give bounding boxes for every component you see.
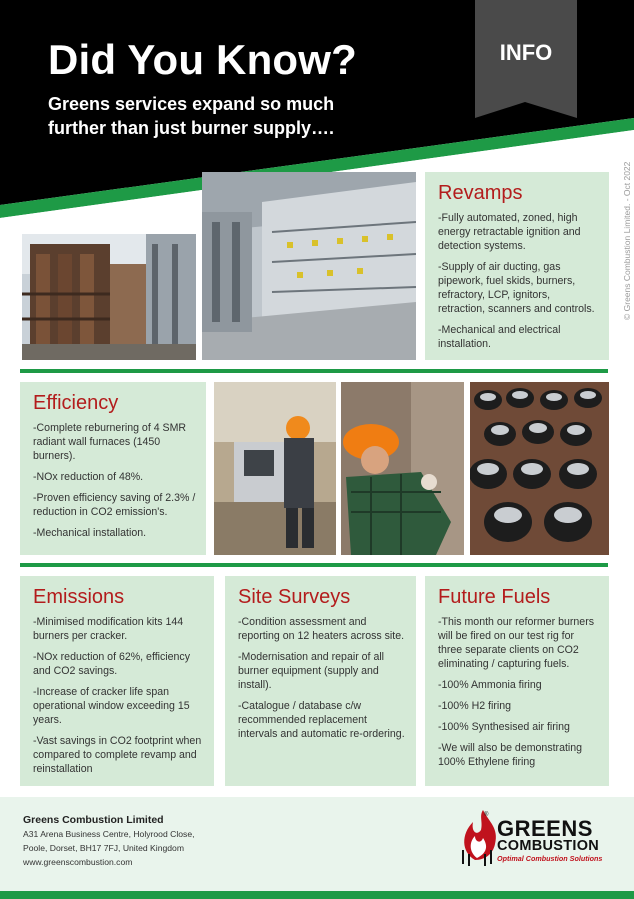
address-line: Poole, Dorset, BH17 7FJ, United Kingdom bbox=[23, 843, 184, 853]
efficiency-item: -Proven efficiency saving of 2.3% / reduction in CO2 emission's. bbox=[33, 492, 196, 518]
logo-tagline: Optimal Combustion Solutions bbox=[497, 854, 603, 863]
future-fuels-item: -100% Synthesised air firing bbox=[438, 721, 570, 733]
emissions-item: -Vast savings in CO2 footprint when compared to complete revamp and reinstallation bbox=[33, 735, 202, 775]
emissions-item: -Minimised modification kits 144 burners per cracker. bbox=[33, 616, 184, 642]
emissions-item: -Increase of cracker life span operational window exceeding 15 years. bbox=[33, 686, 190, 726]
efficiency-heading: Efficiency bbox=[33, 392, 119, 414]
info-tab-label: INFO bbox=[499, 40, 553, 65]
page-title: Did You Know? bbox=[48, 36, 358, 83]
emissions-card bbox=[20, 576, 214, 786]
site-surveys-card bbox=[225, 576, 416, 786]
future-fuels-item: -100% H2 firing bbox=[438, 700, 512, 712]
site-surveys-item: -Condition assessment and reporting on 12 heaters across site. bbox=[238, 616, 405, 642]
revamps-item: -Mechanical and electrical installation. bbox=[438, 324, 561, 350]
efficiency-card bbox=[20, 382, 206, 555]
address-line: A31 Arena Business Centre, Holyrood Close, bbox=[23, 829, 195, 839]
site-surveys-heading: Site Surveys bbox=[238, 586, 351, 608]
burner-tips-photo bbox=[470, 382, 609, 555]
company-name: Greens Combustion Limited bbox=[23, 814, 164, 826]
emissions-heading: Emissions bbox=[33, 586, 125, 608]
copyright-notice: © Greens Combustion Limited. - Oct 2022 bbox=[622, 161, 632, 320]
future-fuels-heading: Future Fuels bbox=[438, 586, 551, 608]
technician-equipment-photo bbox=[214, 382, 336, 555]
logo-wordmark-combustion: COMBUSTION bbox=[497, 838, 600, 854]
efficiency-item: -Mechanical installation. bbox=[33, 527, 147, 539]
page-subtitle: Greens services expand so much further than just burner supply…. bbox=[48, 94, 335, 138]
technician-working-photo bbox=[341, 382, 464, 555]
section-divider bbox=[20, 369, 608, 373]
future-fuels-item: -This month our reformer burners will be fired on our test rig for three separate clients on CO2 eliminating / capturing fuels. bbox=[438, 616, 595, 670]
future-fuels-item: -100% Ammonia firing bbox=[438, 679, 542, 691]
revamps-item: -Fully automated, zoned, high energy retractable ignition and detection systems. bbox=[438, 212, 581, 252]
emissions-item: -NOx reduction of 62%, efficiency and CO2 savings. bbox=[33, 651, 191, 677]
site-surveys-item: -Catalogue / database c/w recommended replacement intervals and automatic re-ordering. bbox=[238, 700, 405, 740]
registered-mark: ® bbox=[484, 812, 489, 818]
website-link[interactable]: www.greenscombustion.com bbox=[23, 857, 133, 867]
burner-gallery-photo bbox=[202, 172, 416, 360]
furnace-structure-photo bbox=[22, 234, 196, 360]
revamps-heading: Revamps bbox=[438, 182, 523, 204]
logo-wordmark-greens: GREENS bbox=[497, 816, 593, 841]
revamps-item: -Supply of air ducting, gas pipework, fuel skids, burners, refractory, LCP, ignitors, retraction, scanners and controls. bbox=[438, 261, 595, 315]
site-surveys-item: -Modernisation and repair of all burner equipment (supply and install). bbox=[238, 651, 385, 691]
section-divider bbox=[20, 563, 608, 567]
future-fuels-card bbox=[425, 576, 609, 786]
footer-accent-bar bbox=[0, 891, 634, 899]
efficiency-item: -Complete reburnering of 4 SMR radiant wall furnaces (1450 burners). bbox=[33, 422, 187, 462]
revamps-card bbox=[425, 172, 609, 360]
future-fuels-item: -We will also be demonstrating 100% Ethylene firing bbox=[438, 742, 583, 768]
efficiency-item: -NOx reduction of 48%. bbox=[33, 471, 144, 483]
